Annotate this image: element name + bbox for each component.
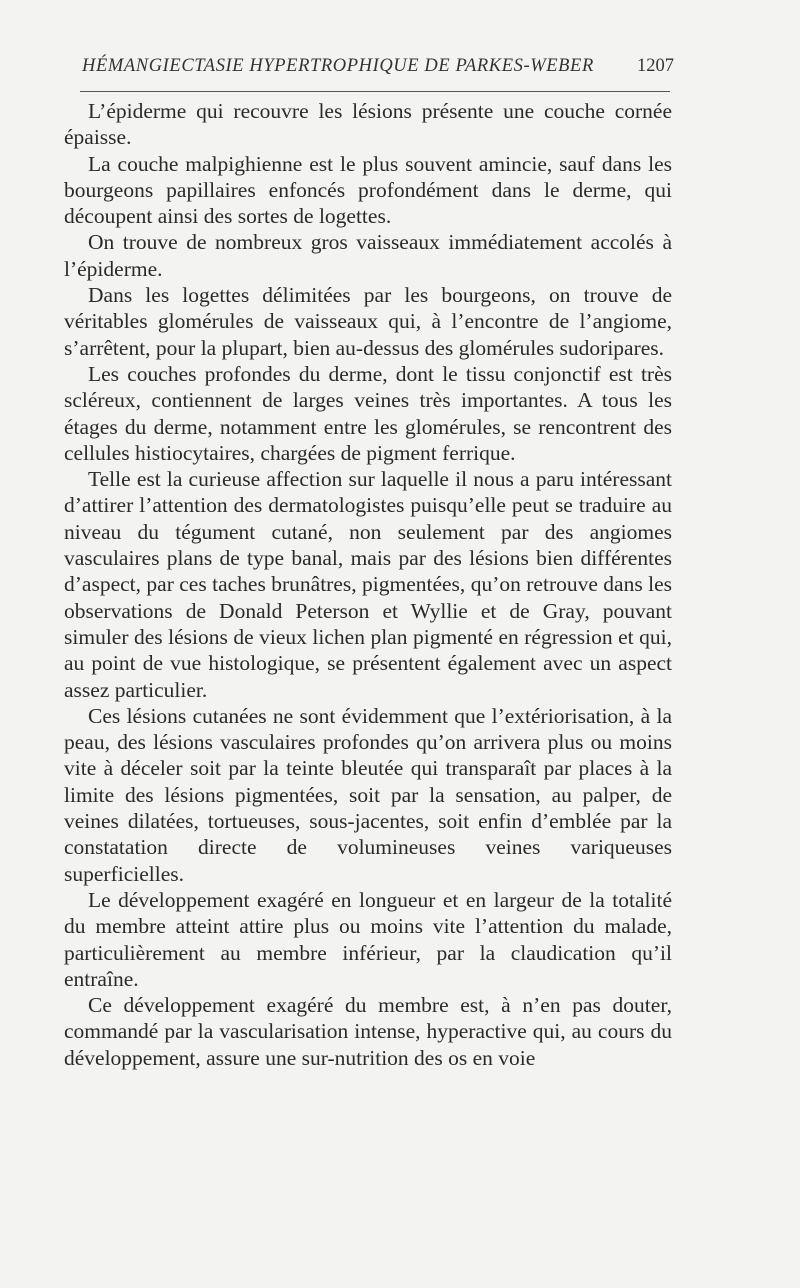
paragraph-lesions-cutanees: Ces lésions cutanées ne sont évidemment que l’extériorisation, à la peau, des lésions vasculaires profondes qu’on arrivera plus ou moins vite à déceler soit par la teinte bleutée qui transparaît par places à la limite des lésions pigmentées, soit par la sensation, au palper, de veines dilatées, tortueuses, sous-jacentes, soit enfin d’emblée par la constatation directe de volumineuses veines variqueuses superficielles. [64,703,672,886]
paragraph-couches-profondes: Les couches profondes du derme, dont le tissu conjonctif est très scléreux, contiennent de larges veines très importantes. A tous les étages du derme, notamment entre les glomérules, se rencontrent des cellules histiocytaires, chargées de pigment ferrique. [64,361,672,465]
paragraph-couche-malpighienne: La couche malpighienne est le plus souvent amincie, sauf dans les bourgeons papillaires enfoncés profondément dans le derme, qui découpent ainsi des sortes de logettes. [64,151,672,229]
paragraph-developpement-membre: Le développement exagéré en longueur et en largeur de la totalité du membre atteint attire plus ou moins vite l’attention du malade, particulièrement au membre inférieur, par la claudication qu’il entraîne. [64,887,672,991]
body-text [64,98,672,1071]
paragraph-epiderme: L’épiderme qui recouvre les lésions présente une couche cornée épaisse. [64,99,672,150]
header-rule [80,91,670,92]
paragraph-logettes: Dans les logettes délimitées par les bourgeons, on trouve de véritables glomérules de vaisseaux qui, à l’encontre de l’angiome, s’arrêtent, pour la plupart, bien au-dessus des glomérules sudoripares. [64,283,672,360]
paragraph-vaisseaux: On trouve de nombreux gros vaisseaux immédiatement accolés à l’épiderme. [64,230,672,281]
running-title: HÉMANGIECTASIE HYPERTROPHIQUE DE PARKES-WEBER [82,56,594,76]
paragraph-curieuse-affection: Telle est la curieuse affection sur laquelle il nous a paru intéressant d’attirer l’attention des dermatologistes puisqu’elle peut se traduire au niveau du tégument cutané, non seulement par des angiomes vasculaires plans de type banal, mais par des lésions bien différentes d’aspect, par ces taches brunâtres, pigmentées, qu’on retrouve dans les observations de Donald Peterson et Wyllie et de Gray, pouvant simuler des lésions de vieux lichen plan pigmenté en régression et qui, au point de vue histologique, se présentent également avec un aspect assez particulier. [64,467,672,702]
page-number: 1207 [637,56,674,76]
page-header [82,56,674,84]
paragraph-vascularisation: Ce développement exagéré du membre est, à n’en pas douter, commandé par la vascularisation intense, hyperactive qui, au cours du développement, assure une sur-nutrition des os en voie [64,993,672,1070]
